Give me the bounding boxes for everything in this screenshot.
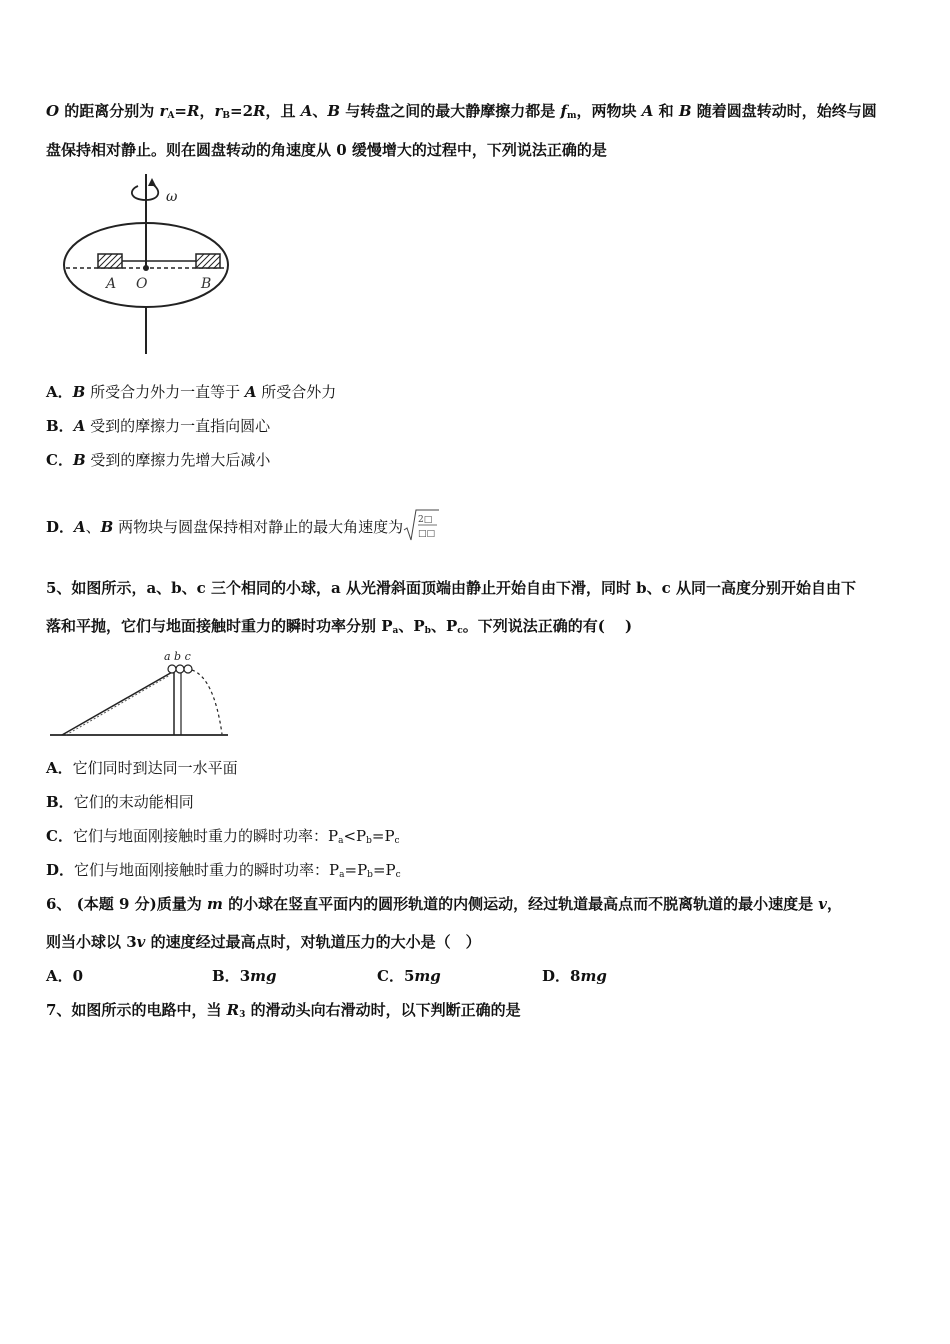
q6-option-d <box>542 966 607 986</box>
text: B <box>72 383 86 401</box>
option-key: C． <box>46 451 73 469</box>
rotating-disk-figure <box>60 172 240 358</box>
text: 它们的末动能相同 <box>73 793 194 811</box>
text: 的滑动头向右滑动时，以下判断正确的是 <box>245 1001 521 1019</box>
q7-stem <box>46 1000 521 1025</box>
sub: c <box>457 626 463 636</box>
text: ，两物块 <box>576 102 642 120</box>
text: R <box>226 1001 240 1019</box>
q5-option-c <box>46 826 400 851</box>
q4-option-b <box>46 416 270 436</box>
label-b: B <box>201 276 212 292</box>
q4-option-a <box>46 382 336 402</box>
q6-option-a <box>46 966 83 986</box>
omega-label: ω <box>166 189 178 205</box>
text: B <box>327 102 341 120</box>
text: 的小球在竖直平面内的圆形轨道的内侧运动，经过轨道最高点而不脱离轨道的最小速度是 <box>222 895 819 913</box>
text: B <box>72 451 86 469</box>
text: 它们同时到达同一水平面 <box>72 759 238 777</box>
text: 7、如图所示的电路中，当 <box>46 1001 227 1019</box>
text: mg <box>250 967 277 985</box>
text: =2 <box>230 102 254 120</box>
option-key: D． <box>46 518 75 536</box>
option-key: B． <box>212 967 240 985</box>
sub: 3 <box>239 1010 246 1020</box>
text: mg <box>580 967 607 985</box>
text: A <box>73 417 86 435</box>
q6-stem-line2 <box>46 932 481 952</box>
text: 两物块与圆盘保持相对静止的最大角速度为 <box>113 518 404 536</box>
text: A <box>641 102 654 120</box>
text: 、P <box>430 617 458 635</box>
balls-label: a b c <box>164 650 191 663</box>
sub: b <box>366 836 372 846</box>
q5-option-a <box>46 758 238 778</box>
text: r <box>159 102 168 120</box>
option-key: C． <box>377 967 404 985</box>
text: A <box>74 518 86 536</box>
text: v <box>818 895 828 913</box>
sub: c <box>394 836 400 846</box>
q5-stem-line2 <box>46 616 632 641</box>
q4-o: O <box>46 102 60 120</box>
option-key: C． <box>46 827 73 845</box>
ball-b <box>176 665 184 673</box>
text: 、P <box>398 617 425 635</box>
label-o: O <box>136 276 148 292</box>
q4-stem-line2: 盘保持相对静止。则在圆盘转动的角速度从 0 缓慢增大的过程中，下列说法正确的是 <box>46 141 607 159</box>
text: 6、 (本题 9 分)质量为 <box>46 895 207 913</box>
text: 5 <box>403 967 415 985</box>
center-point <box>143 265 149 271</box>
sub: A <box>167 111 175 121</box>
text: 受到的摩擦力先增大后减小 <box>85 451 271 469</box>
q4-option-d <box>46 508 439 542</box>
option-key: B． <box>46 793 74 811</box>
text: 则当小球以 3 <box>46 933 137 951</box>
q5-stem-line1: 5、如图所示，a、b、c 三个相同的小球，a 从光滑斜面顶端由静止开始自由下滑，同时 b、c 从同一高度分别开始自由下 <box>46 579 857 597</box>
sub: b <box>424 626 431 636</box>
q5-option-b <box>46 792 194 812</box>
text: A <box>300 102 313 120</box>
text: B <box>100 518 114 536</box>
text: ， <box>827 895 843 913</box>
sqrt-numerator: 2□ <box>418 515 433 525</box>
text: mg <box>414 967 441 985</box>
ball-a <box>168 665 176 673</box>
text: 的距离分别为 <box>59 102 160 120</box>
text: R <box>253 102 266 120</box>
text: 。下列说法正确的有( ) <box>462 617 633 635</box>
text: =P <box>344 861 368 879</box>
text: ， <box>199 102 215 120</box>
text: <P <box>343 827 367 845</box>
text: 和 <box>653 102 679 120</box>
ball-c <box>184 665 192 673</box>
q6-stem-line1 <box>46 894 842 914</box>
q6-option-b <box>212 966 277 986</box>
text: =P <box>371 827 395 845</box>
label-a: A <box>106 276 117 292</box>
q4-stem-line1 <box>46 101 877 126</box>
text: R <box>187 102 200 120</box>
incline-surface <box>62 671 174 735</box>
text: 、 <box>85 518 101 536</box>
option-key: A． <box>46 383 73 401</box>
sub: a <box>338 836 344 846</box>
text: 8 <box>570 967 581 985</box>
text: r <box>214 102 223 120</box>
text: 与转盘之间的最大静摩擦力都是 <box>340 102 561 120</box>
sqrt-denominator: □□ <box>418 529 436 539</box>
incline-path-dotted <box>66 675 170 735</box>
text: 0 <box>72 967 84 985</box>
text: =P <box>372 861 396 879</box>
text: v <box>136 933 146 951</box>
q6-option-c <box>377 966 441 986</box>
text: 所受合外力 <box>256 383 337 401</box>
text: m <box>206 895 223 913</box>
option-key: A． <box>46 759 73 777</box>
text: 的速度经过最高点时，对轨道压力的大小是（ ） <box>145 933 481 951</box>
q5-option-d <box>46 860 401 885</box>
projectile-path-dashed <box>192 670 222 734</box>
text: 所受合力外力一直等于 <box>85 383 245 401</box>
option-key: A． <box>46 967 73 985</box>
text: 落和平抛，它们与地面接触时重力的瞬时功率分别 P <box>46 617 393 635</box>
q4-option-c <box>46 450 270 470</box>
arrow-head-icon <box>148 178 156 186</box>
sub: a <box>339 870 345 880</box>
option-key: D． <box>542 967 571 985</box>
text: 它们与地面刚接触时重力的瞬时功率：P <box>74 861 340 879</box>
sub: b <box>367 870 373 880</box>
sub: a <box>392 626 399 636</box>
incline-figure <box>48 648 232 740</box>
text: 3 <box>239 967 251 985</box>
text: 、 <box>312 102 328 120</box>
sub: B <box>222 111 230 121</box>
text: B <box>678 102 692 120</box>
option-key: B． <box>46 417 74 435</box>
text: ，且 <box>265 102 301 120</box>
sub: m <box>566 111 577 121</box>
text: A <box>244 383 257 401</box>
text: 受到的摩擦力一直指向圆心 <box>85 417 271 435</box>
sqrt-fraction-image <box>403 508 439 542</box>
text: 随着圆盘转动时，始终与圆 <box>691 102 877 120</box>
text: 它们与地面刚接触时重力的瞬时功率：P <box>72 827 339 845</box>
sub: c <box>395 870 401 880</box>
text: = <box>174 102 187 120</box>
text: f <box>560 102 567 120</box>
option-key: D． <box>46 861 75 879</box>
